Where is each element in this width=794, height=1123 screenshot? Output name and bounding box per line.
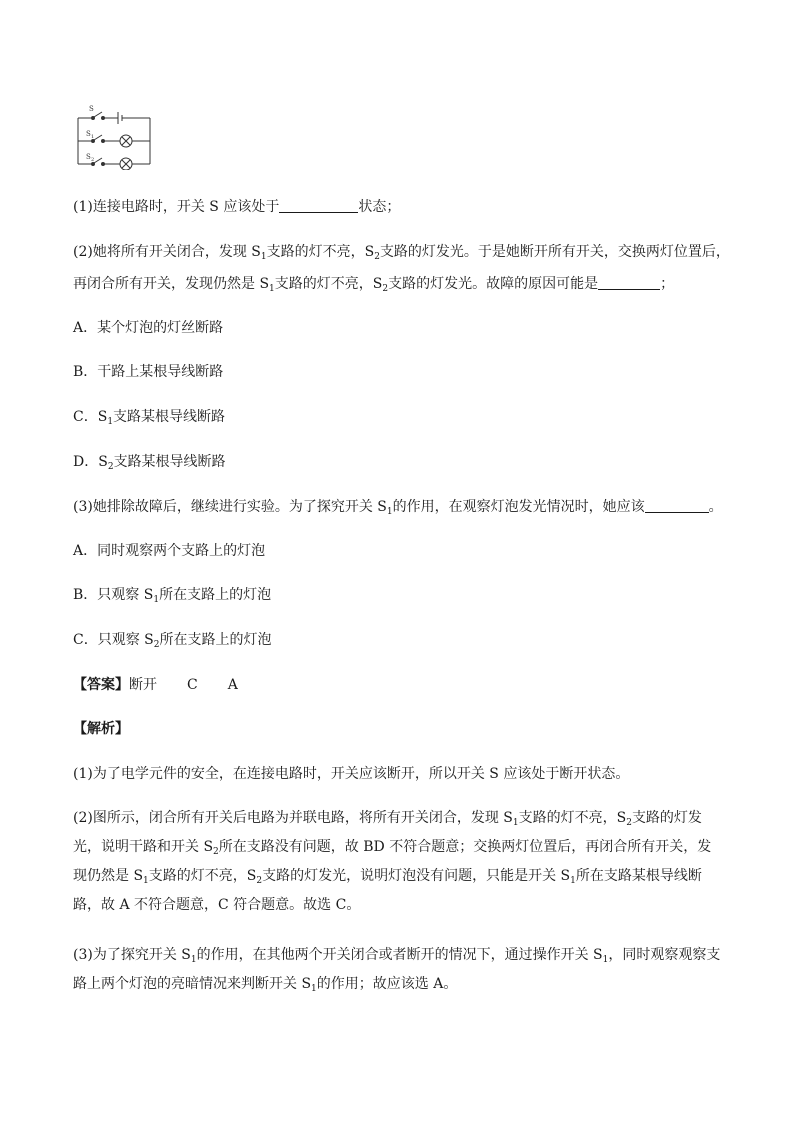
switch-s1-label: S [86,130,91,138]
question-3: (3)她排除故障后，继续进行实验。为了探究开关 $S_1$的作用，在观察灯泡发光情况时，她应该 。 [73,499,723,517]
answer-tag: 【答案】 [73,677,129,693]
switch-s1-label-sub: 1 [91,134,95,140]
question-2-line-1: (2)她将所有开关闭合，发现 $S_1$支路的灯不亮，$S_2$支路的灯发光。于是她断开所有开关，交换两灯位置后， [73,244,730,262]
question-2-line-2: 再闭合所有开关，发现仍然是 $S_1$支路的灯不亮，$S_2$支路的灯发光。故障的原因可能是 ； [73,276,675,294]
switch-s1-blade [94,135,102,140]
answer-line [73,675,238,695]
switch-s-blade [94,112,102,117]
circuit-diagram [73,100,157,170]
answer-blank-1 [279,198,358,213]
q2-option-a: A．某个灯泡的灯丝断路 [73,320,224,336]
answer-blank-2 [598,275,660,290]
answer-2: C [187,677,198,693]
q3-option-c: C．只观察 $S_2$所在支路上的灯泡 [73,632,272,650]
analysis-paragraph-3: (3)为了探究开关 $S_1$的作用，在其他两个开关闭合或者断开的情况下，通过操作开关 $S_1$，同时观察观察支路上两个灯泡的亮暗情况来判断开关 $S_1$的作用；故应该选 A。 [73,947,721,994]
analysis-tag: 【解析】 [73,721,129,737]
q2-option-d: D．$S_2$支路某根导线断路 [73,454,226,472]
switch-s-label: S [89,105,94,113]
q2-option-c: C．$S_1$支路某根导线断路 [73,409,226,427]
analysis-paragraph-2: (2)图所示，闭合所有开关后电路为并联电路，将所有开关闭合，发现 $S_1$支路的灯不亮，$S_2$支路的灯发光，说明干路和开关 $S_2$所在支路没有问题，故 BD 不符合题意；交换两灯位置后，再闭合所有开关，发现仍然是 $S_1$支路的灯不亮，$S_2$支路的灯发光，说明灯泡没有问题，只能是开关 $S_1$所在支路某根导线断路，故 A 不符合题意，C 符合题意。故选 C。 [73,810,712,913]
answer-blank-3 [645,498,709,513]
question-1: (1)连接电路时，开关 S 应该处于 状态； [73,199,401,215]
answer-3: A [227,677,238,693]
analysis-paragraph-1: (1)为了电学元件的安全，在连接电路时，开关应该断开，所以开关 S 应该处于断开状态。 [73,766,630,782]
answer-1: 断开 [129,677,157,693]
switch-s2-blade [94,158,102,163]
switch-s2-label: S [86,153,91,161]
q3-option-b: B．只观察 $S_1$所在支路上的灯泡 [73,587,272,605]
switch-s2-label-sub: 2 [91,157,95,163]
q2-option-b: B．干路上某根导线断路 [73,364,224,380]
q3-option-a: A．同时观察两个支路上的灯泡 [73,543,266,559]
